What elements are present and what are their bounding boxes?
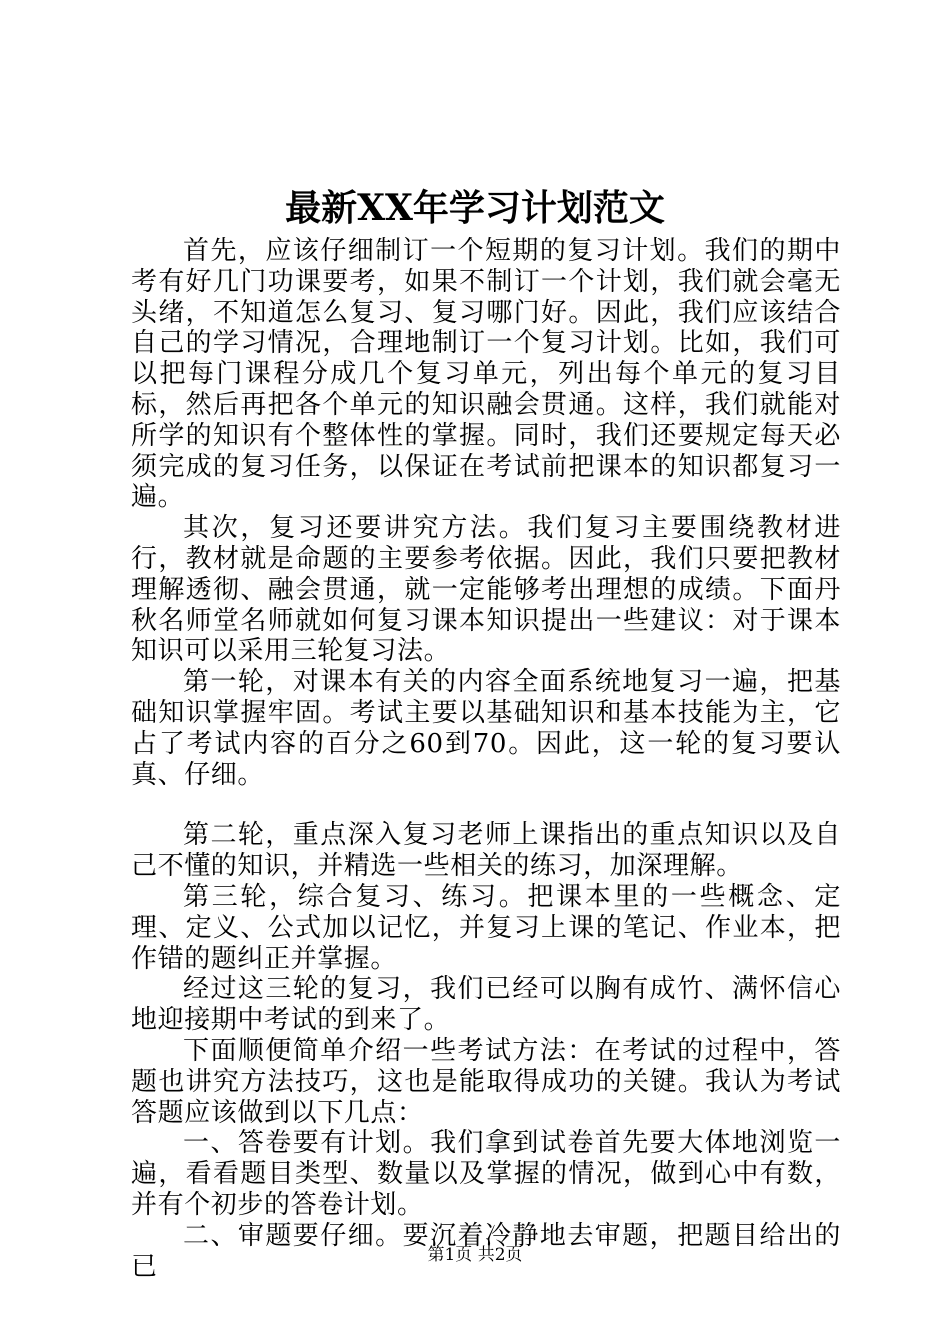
paragraph-point-two: 二、审题要仔细。要沉着冷静地去审题，把题目给出的已 bbox=[131, 1220, 841, 1282]
paragraph-confidence: 经过这三轮的复习，我们已经可以胸有成竹、满怀信心地迎接期中考试的到来了。 bbox=[131, 974, 841, 1036]
paragraph-review-plan: 首先，应该仔细制订一个短期的复习计划。我们的期中考有好几门功课要考，如果不制订一个计划，我们就会毫无头绪，不知道怎么复习、复习哪门好。因此，我们应该结合自己的学习情况，合理地制订一个复习计划。比如，我们可以把每门课程分成几个复习单元，列出每个单元的复习目标，然后再把各个单元的知识融会贯通。这样，我们就能对所学的知识有个整体性的掌握。同时，我们还要规定每天必须完成的复习任务，以保证在考试前把课本的知识都复习一遍。 bbox=[131, 236, 841, 513]
paragraph-round-one: 第一轮，对课本有关的内容全面系统地复习一遍，把基础知识掌握牢固。考试主要以基础知识和基本技能为主，它占了考试内容的百分之60到70。因此，这一轮的复习要认真、仔细。 bbox=[131, 667, 841, 790]
document-title: 最新XX年学习计划范文 bbox=[285, 187, 665, 229]
paragraph-round-two: 第二轮，重点深入复习老师上课指出的重点知识以及自己不懂的知识，并精选一些相关的练习，加深理解。 bbox=[131, 820, 841, 882]
page-number-footer: 第1页 共2页 bbox=[427, 1245, 523, 1265]
paragraph-review-method: 其次，复习还要讲究方法。我们复习主要围绕教材进行，教材就是命题的主要参考依据。因此，我们只要把教材理解透彻、融会贯通，就一定能够考出理想的成绩。下面丹秋名师堂名师就如何复习课本知识提出一些建议：对于课本知识可以采用三轮复习法。 bbox=[131, 513, 841, 667]
paragraph-round-three: 第三轮，综合复习、练习。把课本里的一些概念、定理、定义、公式加以记忆，并复习上课的笔记、作业本，把作错的题纠正并掌握。 bbox=[131, 881, 841, 974]
document-body bbox=[131, 236, 841, 1282]
paragraph-exam-methods: 下面顺便简单介绍一些考试方法：在考试的过程中，答题也讲究方法技巧，这也是能取得成功的关键。我认为考试答题应该做到以下几点： bbox=[131, 1035, 841, 1128]
paragraph-point-one: 一、答卷要有计划。我们拿到试卷首先要大体地浏览一遍，看看题目类型、数量以及掌握的情况，做到心中有数，并有个初步的答卷计划。 bbox=[131, 1128, 841, 1220]
